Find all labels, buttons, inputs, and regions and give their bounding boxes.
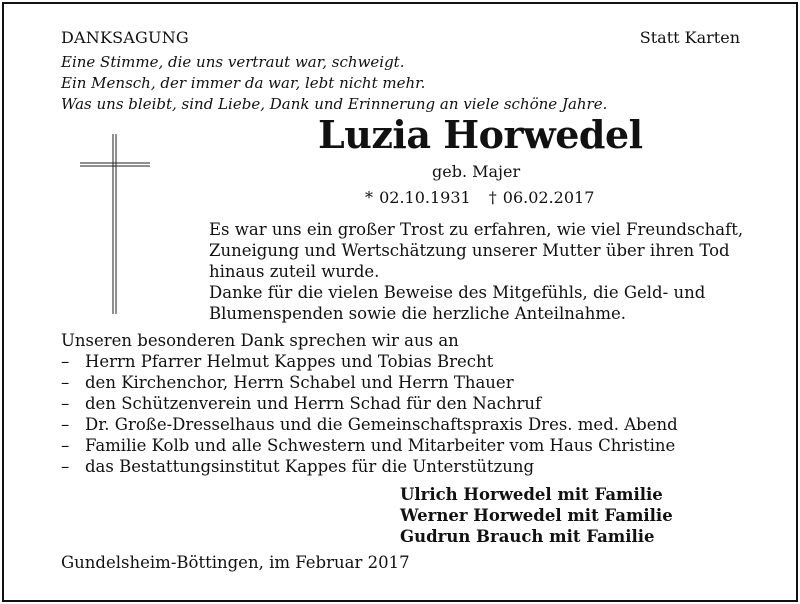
message-line: hinaus zuteil wurde. (209, 262, 380, 281)
dash-marker: – (61, 394, 70, 413)
list-item-text: Familie Kolb und alle Schwestern und Mitarbeiter vom Haus Christine (85, 436, 676, 455)
list-item-text: Dr. Große-Dresselhaus und die Gemeinschaftspraxis Dres. med. Abend (85, 415, 678, 434)
list-item (61, 393, 678, 414)
message-line: Zuneigung und Wertschätzung unserer Mutter über ihren Tod (209, 241, 730, 260)
dash-marker: – (61, 373, 70, 392)
list-item-text: den Schützenverein und Herrn Schad für den Nachruf (85, 394, 542, 413)
deceased-name: Luzia Horwedel (318, 112, 643, 157)
list-item (61, 435, 678, 456)
list-item-text: das Bestattungsinstitut Kappes für die Unterstützung (85, 457, 535, 476)
dash-marker: – (61, 352, 70, 371)
header-label: DANKSAGUNG (61, 28, 189, 47)
signer: Gudrun Brauch mit Familie (400, 527, 655, 546)
life-dates (365, 188, 594, 207)
birth-date: * 02.10.1931 (365, 188, 471, 207)
list-item-text: Herrn Pfarrer Helmut Kappes und Tobias Brecht (85, 352, 494, 371)
list-item (61, 351, 678, 372)
dash-marker: – (61, 436, 70, 455)
special-thanks (61, 330, 678, 477)
poem (61, 52, 607, 115)
signer: Werner Horwedel mit Familie (400, 506, 673, 525)
poem-line: Eine Stimme, die uns vertraut war, schweigt. (61, 53, 405, 71)
list-item-text: den Kirchenchor, Herrn Schabel und Herrn Thauer (85, 373, 514, 392)
thanks-intro: Unseren besonderen Dank sprechen wir aus an (61, 331, 459, 350)
poem-line: Ein Mensch, der immer da war, lebt nicht mehr. (61, 74, 426, 92)
header-note: Statt Karten (639, 28, 740, 47)
signer: Ulrich Horwedel mit Familie (400, 485, 663, 504)
birth-name: geb. Majer (432, 162, 521, 181)
message-line: Danke für die vielen Beweise des Mitgefühls, die Geld- und (209, 283, 706, 302)
dash-marker: – (61, 415, 70, 434)
message-line: Blumenspenden sowie die herzliche Anteilnahme. (209, 304, 626, 323)
list-item (61, 456, 678, 477)
list-item (61, 372, 678, 393)
thanks-message (209, 219, 743, 324)
message-line: Es war uns ein großer Trost zu erfahren, wie viel Freundschaft, (209, 220, 744, 239)
poem-line: Was uns bleibt, sind Liebe, Dank und Erinnerung an viele schöne Jahre. (61, 95, 608, 113)
list-item (61, 414, 678, 435)
signers (400, 484, 673, 547)
dash-marker: – (61, 457, 70, 476)
cross-icon (80, 134, 150, 314)
place-date: Gundelsheim-Böttingen, im Februar 2017 (61, 553, 410, 572)
death-date: † 06.02.2017 (488, 188, 595, 207)
